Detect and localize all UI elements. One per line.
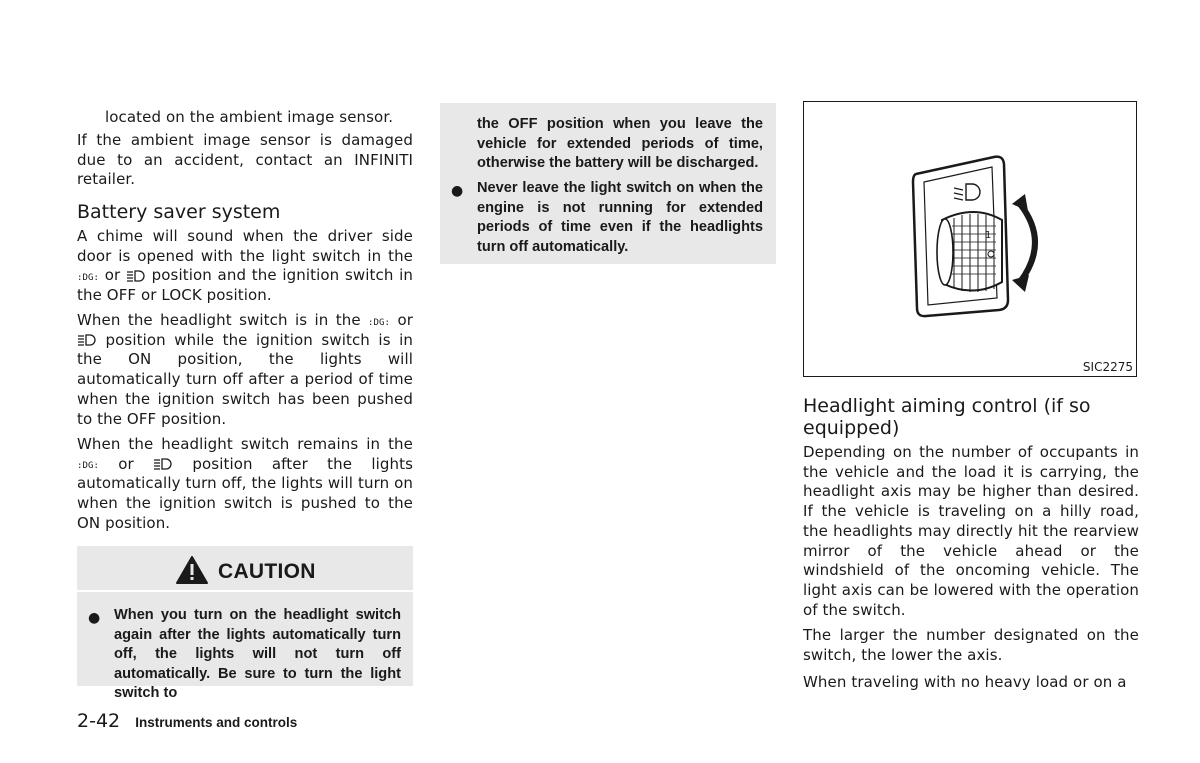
paragraph-larger-number: The larger the number designated on the switch, the lower the axis. xyxy=(803,626,1139,664)
figure-headlight-aiming xyxy=(803,101,1137,377)
headlight-icon xyxy=(126,269,146,283)
svg-text::DG:: :DG: xyxy=(368,317,391,327)
caution-title: CAUTION xyxy=(218,560,316,583)
caution-continued-text: the OFF position when you leave the vehicle for extended periods of time, otherwise the battery will be discharged. xyxy=(477,116,763,172)
caution-bullet-1: When you turn on the headlight switch again after the lights automatically turn off, the lights will not turn off automatically. Be sure to turn the light switch to xyxy=(114,607,401,702)
side-light-icon xyxy=(77,458,99,470)
paragraph-switch-remains: When the headlight switch remains in the :DG: or position after the lights automatically turn off, the lights will turn on when the ignition switch is pushed to the ON position. xyxy=(77,435,413,532)
figure-code: SIC2275 xyxy=(1082,360,1133,374)
headlight-icon xyxy=(77,333,97,347)
caution-header xyxy=(77,546,413,592)
paragraph-sensor-damaged: If the ambient image sensor is damaged due to an accident, contact an INFINITI retailer. xyxy=(77,131,413,189)
caution-bullet-2: Never leave the light switch on when the engine is not running for extended periods of time even if the headlights turn off automatically. xyxy=(477,180,763,255)
battery-saver-heading: Battery saver system xyxy=(77,201,281,223)
headlight-aiming-heading: Headlight aiming control (if so equipped) xyxy=(803,395,1091,439)
paragraph-sensor-end: located on the ambient image sensor. xyxy=(105,108,394,126)
side-light-icon xyxy=(77,270,99,282)
svg-text:1: 1 xyxy=(985,230,992,241)
caution-box-continued xyxy=(440,103,776,264)
svg-text::DG:: :DG: xyxy=(77,461,99,471)
svg-text::DG:: :DG: xyxy=(77,272,99,282)
headlight-icon xyxy=(153,457,173,471)
bullet-dot: ● xyxy=(451,183,464,199)
page-number: 2-42 xyxy=(77,710,121,732)
paragraph-headlight-switch: When the headlight switch is in the :DG: or position while the ignition switch is in the ON position, the lights will automatically turn off after a period of time when the ignition switch has been pushed to the OFF position. xyxy=(77,311,413,428)
paragraph-occupants: Depending on the number of occupants in the vehicle and the load it is carrying, the headlight axis may be higher than desired. If the vehicle is traveling on a hilly road, the headlights may directly hit the rearview mirror of the vehicle ahead or the windshield of the oncoming vehicle. The light axis can be lowered with the operation of the switch. xyxy=(803,443,1139,619)
caution-triangle-icon xyxy=(175,555,209,585)
side-light-icon xyxy=(368,315,390,327)
aiming-switch-illustration xyxy=(804,102,1136,376)
paragraph-no-heavy-load: When traveling with no heavy load or on a xyxy=(803,673,1127,691)
paragraph-chime: A chime will sound when the driver side door is opened with the light switch in the :DG: or position and the ignition switch in the OFF or LOCK position. xyxy=(77,227,414,305)
bullet-dot: ● xyxy=(88,610,101,626)
section-name: Instruments and controls xyxy=(135,715,298,730)
caution-box xyxy=(77,546,413,702)
page-footer xyxy=(77,710,297,732)
